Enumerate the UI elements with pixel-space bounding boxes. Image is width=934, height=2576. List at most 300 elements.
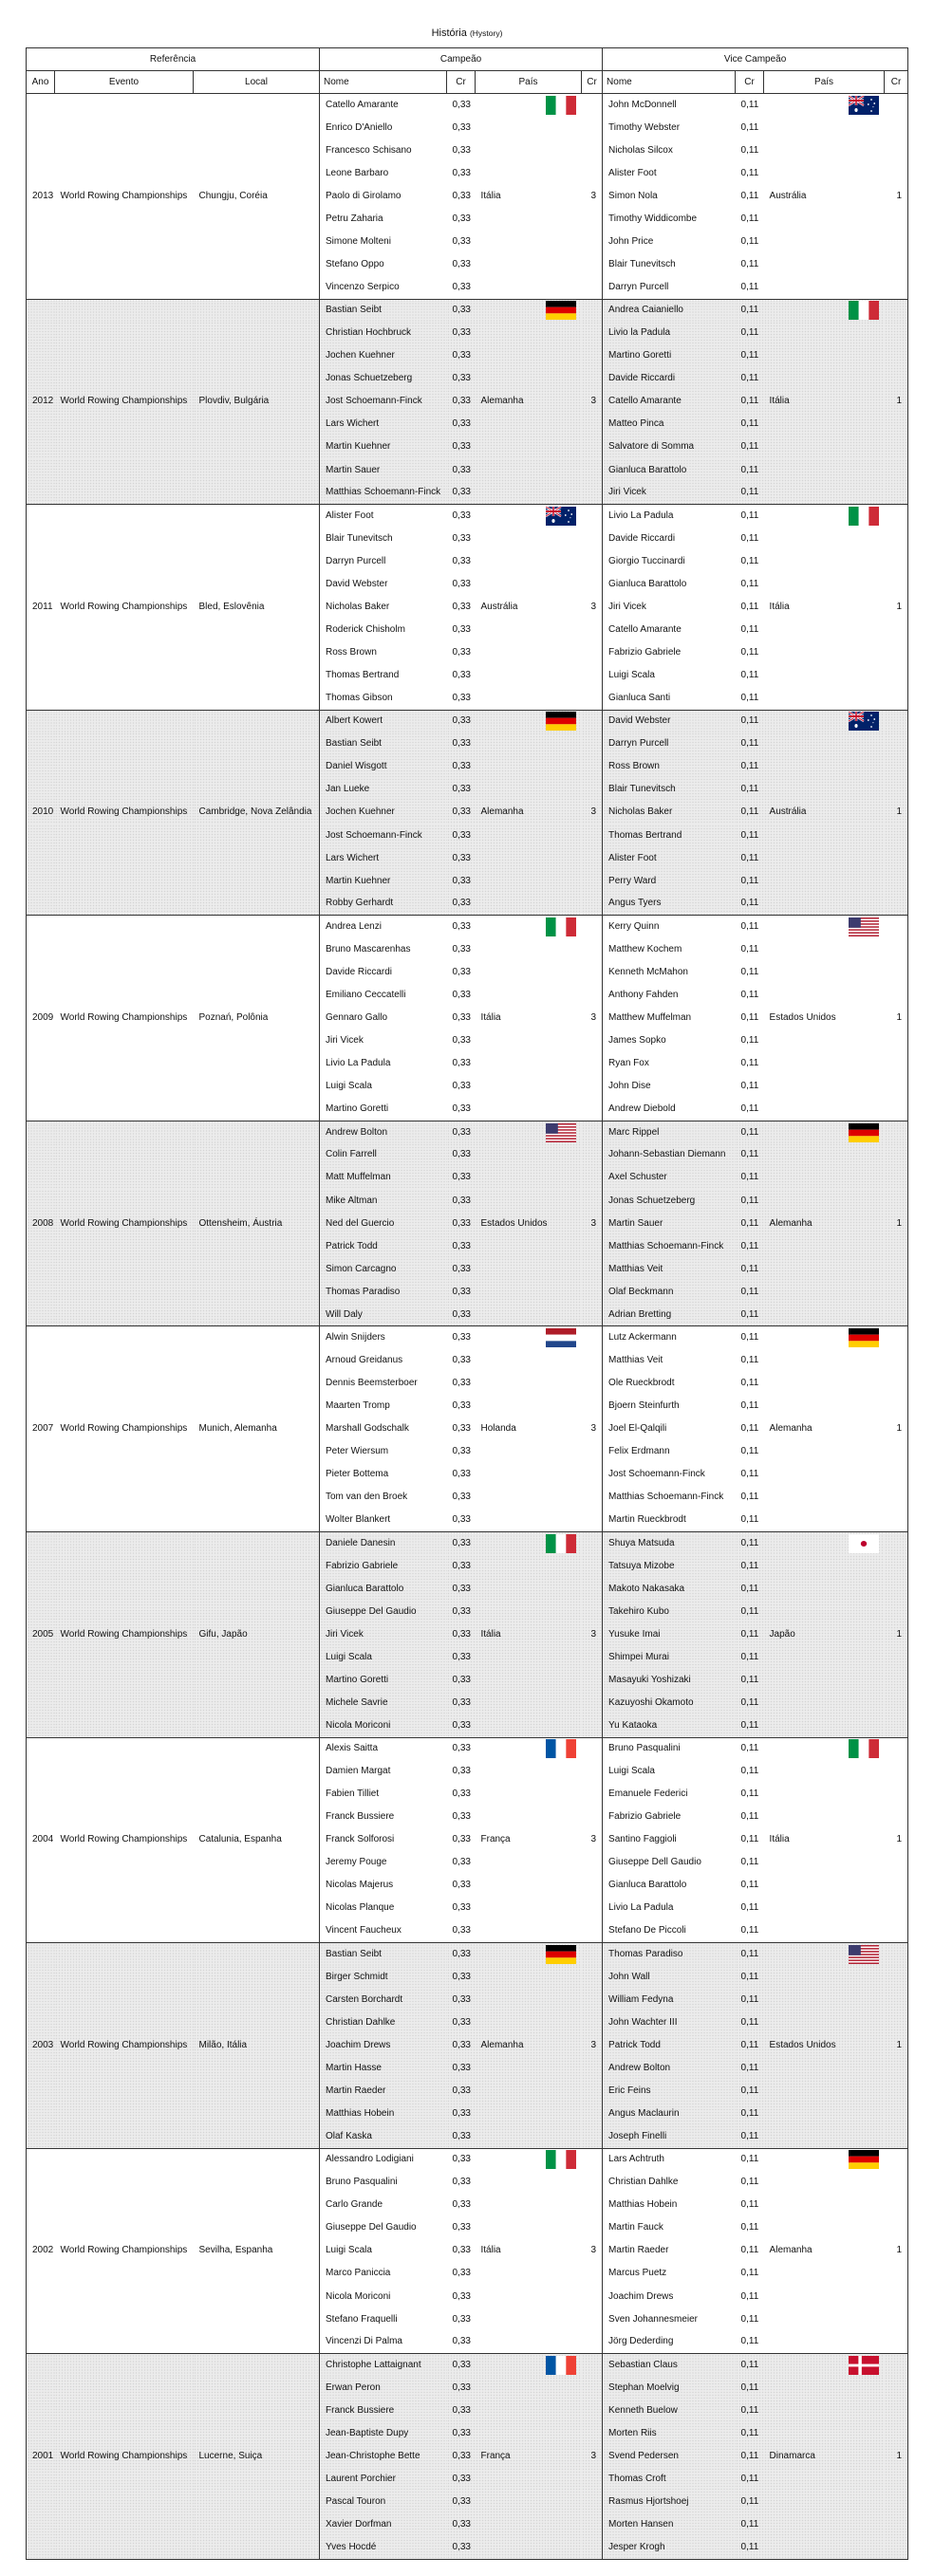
vice-member-name: Ross Brown xyxy=(603,755,736,778)
vice-member-cr: 0,11 xyxy=(736,2354,764,2377)
vice-total-cr xyxy=(885,1029,908,1052)
vice-country xyxy=(764,2057,885,2080)
champ-country xyxy=(476,2286,582,2308)
local-cell xyxy=(194,2491,320,2513)
year-cell xyxy=(27,1555,55,1578)
champ-country xyxy=(476,1166,582,1189)
event-cell xyxy=(55,94,194,117)
vice-member-name: Timothy Webster xyxy=(608,121,681,133)
champ-member-cr: 0,33 xyxy=(452,1788,471,1800)
local-cell xyxy=(194,139,320,162)
local-cell xyxy=(194,1395,320,1418)
table-row xyxy=(27,2148,908,2171)
champ-member-name: Pieter Bottema xyxy=(326,1469,389,1480)
table-row xyxy=(27,961,908,984)
vice-total-cr xyxy=(885,1349,908,1372)
table-row xyxy=(27,1075,908,1098)
vice-country xyxy=(764,1989,885,2011)
table-row xyxy=(27,893,908,916)
page-title xyxy=(0,27,934,40)
vice-member-name: Matthias Hobein xyxy=(608,2199,678,2211)
vice-total-cr xyxy=(885,1235,908,1258)
local-cell xyxy=(194,162,320,185)
year-cell xyxy=(27,893,55,916)
vice-member-name: Svend Pedersen xyxy=(603,2445,736,2468)
local-cell xyxy=(194,253,320,276)
champ-country xyxy=(476,1601,582,1623)
local-cell xyxy=(194,710,320,732)
champ-member-cr: 0,33 xyxy=(452,1492,471,1503)
vice-total-cr: 1 xyxy=(885,1828,908,1851)
local-cell xyxy=(194,1989,320,2011)
vice-total-cr xyxy=(885,1052,908,1075)
champ-member-name: Robby Gerhardt xyxy=(320,893,447,916)
champ-member-cr: 0,33 xyxy=(452,578,471,589)
vice-country xyxy=(764,2513,885,2536)
vice-total-cr xyxy=(885,231,908,253)
vice-total-cr xyxy=(885,984,908,1007)
table-row xyxy=(27,367,908,390)
champ-total-cr xyxy=(582,778,603,801)
event-cell xyxy=(55,1669,194,1692)
header-row-columns xyxy=(27,71,908,94)
champ-member-name: Martin Raeder xyxy=(320,2080,447,2103)
vice-total-cr xyxy=(885,253,908,276)
champ-country xyxy=(476,1098,582,1121)
vice-total-cr xyxy=(885,2080,908,2103)
vice-member-name: Giorgio Tuccinardi xyxy=(608,555,685,566)
champ-member-name: Daniel Wisgott xyxy=(320,755,447,778)
vice-member-cr: 0,11 xyxy=(736,413,764,436)
champ-member-name: Nicola Moriconi xyxy=(320,1714,447,1737)
vice-country xyxy=(764,1714,885,1737)
table-row xyxy=(27,2491,908,2513)
vice-country xyxy=(764,1669,885,1692)
champ-total-cr: 3 xyxy=(582,1213,603,1235)
year-cell xyxy=(27,1714,55,1737)
champ-total-cr xyxy=(582,1692,603,1714)
champ-member-cr: 0,33 xyxy=(452,213,471,224)
vice-total-cr xyxy=(885,2148,908,2171)
event-cell xyxy=(55,1851,194,1874)
champ-country xyxy=(476,2536,582,2559)
champ-member-name: Luigi Scala xyxy=(326,1081,372,1092)
champ-member-name: Martin Kuehner xyxy=(320,436,447,458)
year-cell xyxy=(27,2468,55,2491)
local-cell xyxy=(194,1075,320,1098)
table-row xyxy=(27,1235,908,1258)
year-cell xyxy=(27,1052,55,1075)
year-cell xyxy=(27,1166,55,1189)
table-row xyxy=(27,322,908,344)
vice-member-name: James Sopko xyxy=(608,1035,666,1047)
champ-country xyxy=(476,1806,582,1828)
champ-member-name: Nicholas Baker xyxy=(326,601,390,612)
champ-total-cr xyxy=(582,2308,603,2331)
vice-member-cr: 0,11 xyxy=(736,299,764,322)
vice-country xyxy=(764,550,885,573)
local-cell xyxy=(194,1509,320,1531)
vice-country xyxy=(764,1806,885,1828)
champ-member-cr: 0,33 xyxy=(447,1943,476,1966)
vice-total-cr xyxy=(885,2286,908,2308)
champ-country xyxy=(476,208,582,231)
champ-member-name: Paolo di Girolamo xyxy=(326,190,402,201)
champ-member-cr: 0,33 xyxy=(452,144,471,156)
champ-member-cr: 0,33 xyxy=(452,1012,471,1024)
champ-total-cr xyxy=(582,573,603,596)
year-cell xyxy=(27,2262,55,2285)
local-cell: Plovdiv, Bulgária xyxy=(194,390,320,413)
champ-member-name: Davide Riccardi xyxy=(326,966,393,977)
champ-country xyxy=(476,2262,582,2285)
vice-member-name: Catello Amarante xyxy=(608,623,682,635)
vice-country xyxy=(764,664,885,687)
champ-country xyxy=(476,1281,582,1304)
table-row xyxy=(27,2034,908,2057)
champ-member-name: Laurent Porchier xyxy=(320,2468,447,2491)
vice-total-cr xyxy=(885,1486,908,1509)
vice-member-cr: 0,11 xyxy=(740,1332,759,1344)
year-cell xyxy=(27,664,55,687)
table-row xyxy=(27,870,908,893)
year-cell xyxy=(27,2513,55,2536)
event-cell xyxy=(55,2354,194,2377)
champ-member-cr: 0,33 xyxy=(452,989,471,1000)
table-row xyxy=(27,664,908,687)
year-cell: 2004 xyxy=(27,1828,55,1851)
vice-member-name: Rasmus Hjortshoej xyxy=(603,2491,736,2513)
champ-member-name: Bastian Seibt xyxy=(320,299,447,322)
champ-total-cr xyxy=(582,1783,603,1806)
event-cell xyxy=(55,1783,194,1806)
table-row xyxy=(27,1601,908,1623)
vice-total-cr xyxy=(885,573,908,596)
event-cell xyxy=(55,1440,194,1463)
champ-flag-icon xyxy=(476,2148,582,2171)
table-row xyxy=(27,1281,908,1304)
vice-member-name: Livio La Padula xyxy=(608,1902,674,1914)
vice-member-name: Salvatore di Somma xyxy=(603,436,736,458)
champ-member-name: Birger Schmidt xyxy=(320,1966,447,1989)
vice-country xyxy=(764,893,885,916)
champ-member-cr: 0,33 xyxy=(447,893,476,916)
local-cell: Catalunia, Espanha xyxy=(194,1828,320,1851)
champ-member-cr: 0,33 xyxy=(447,1531,476,1554)
champ-country xyxy=(476,1783,582,1806)
vice-member-cr: 0,11 xyxy=(740,510,759,521)
champ-total-cr xyxy=(582,710,603,732)
vice-country xyxy=(764,1920,885,1943)
champ-member-cr: 0,33 xyxy=(452,555,471,566)
local-cell xyxy=(194,2057,320,2080)
vice-total-cr xyxy=(885,1555,908,1578)
vice-country xyxy=(764,322,885,344)
vice-member-name: Angus Tyers xyxy=(603,893,736,916)
champ-total-cr xyxy=(582,1874,603,1897)
title-text: História xyxy=(431,28,467,39)
table-row xyxy=(27,1007,908,1029)
year-cell xyxy=(27,436,55,458)
vice-member-cr: 0,11 xyxy=(740,2154,759,2165)
local-cell xyxy=(194,1166,320,1189)
champ-total-cr xyxy=(582,1920,603,1943)
table-row xyxy=(27,916,908,938)
year-cell xyxy=(27,1509,55,1531)
table-row xyxy=(27,276,908,299)
champ-total-cr: 3 xyxy=(582,390,603,413)
vice-member-name: Darryn Purcell xyxy=(603,276,736,299)
event-cell xyxy=(55,2286,194,2308)
champ-total-cr xyxy=(582,2491,603,2513)
champ-member-name: Francesco Schisano xyxy=(326,144,412,156)
vice-country xyxy=(764,2011,885,2034)
vice-member-cr: 0,11 xyxy=(736,2377,764,2400)
champ-member-name: Michele Savrie xyxy=(320,1692,447,1714)
local-cell xyxy=(194,916,320,938)
champ-member-name: Bruno Pasqualini xyxy=(326,2177,398,2188)
champ-member-cr: 0,33 xyxy=(452,1035,471,1047)
champ-member-name: Thomas Gibson xyxy=(320,687,447,710)
year-cell: 2010 xyxy=(27,801,55,824)
header-referencia: Referência xyxy=(27,48,320,71)
vice-member-name: Martino Goretti xyxy=(603,344,736,367)
header-vice-nome: Nome xyxy=(603,71,736,94)
champ-country xyxy=(476,1052,582,1075)
event-cell xyxy=(55,2377,194,2400)
champ-country xyxy=(476,550,582,573)
year-cell xyxy=(27,117,55,139)
year-cell xyxy=(27,1897,55,1919)
year-cell xyxy=(27,961,55,984)
champ-total-cr xyxy=(582,528,603,550)
vice-total-cr xyxy=(885,2354,908,2377)
vice-country xyxy=(764,870,885,893)
vice-country xyxy=(764,2468,885,2491)
champ-total-cr xyxy=(582,1760,603,1783)
local-cell xyxy=(194,984,320,1007)
vice-member-cr: 0,11 xyxy=(740,2313,759,2325)
event-cell xyxy=(55,208,194,231)
vice-member-cr: 0,11 xyxy=(740,121,759,133)
champ-total-cr xyxy=(582,916,603,938)
vice-member-name: Marcus Puetz xyxy=(608,2268,667,2279)
champ-country xyxy=(476,2377,582,2400)
header-evento: Evento xyxy=(55,71,194,94)
vice-country: Japão xyxy=(764,1623,885,1646)
champ-member-cr: 0,33 xyxy=(447,2445,476,2468)
champ-total-cr xyxy=(582,2286,603,2308)
vice-country xyxy=(764,1783,885,1806)
vice-country xyxy=(764,1166,885,1189)
local-cell xyxy=(194,2148,320,2171)
vice-country: Austrália xyxy=(764,801,885,824)
vice-total-cr xyxy=(885,1143,908,1166)
vice-total-cr xyxy=(885,1395,908,1418)
vice-total-cr xyxy=(885,1190,908,1213)
champ-country xyxy=(476,1440,582,1463)
local-cell xyxy=(194,208,320,231)
champ-member-cr: 0,33 xyxy=(447,367,476,390)
champ-country: Alemanha xyxy=(476,801,582,824)
champ-member-cr: 0,33 xyxy=(452,1880,471,1891)
year-cell xyxy=(27,641,55,664)
champ-member-cr: 0,33 xyxy=(447,1166,476,1189)
champ-member-name: Ross Brown xyxy=(326,647,377,658)
vice-member-cr: 0,11 xyxy=(736,2011,764,2034)
event-cell xyxy=(55,162,194,185)
vice-country: Alemanha xyxy=(769,2245,813,2256)
event-cell xyxy=(55,619,194,641)
vice-country xyxy=(764,2262,885,2285)
table-row xyxy=(27,1486,908,1509)
champ-member-name: Gennaro Gallo xyxy=(326,1012,388,1024)
event-cell xyxy=(55,436,194,458)
year-cell xyxy=(27,1486,55,1509)
table-row xyxy=(27,299,908,322)
champ-member-cr: 0,33 xyxy=(452,1081,471,1092)
vice-country: Itália xyxy=(764,390,885,413)
champ-flag-icon xyxy=(476,299,582,322)
table-row xyxy=(27,1989,908,2011)
vice-member-name: Davide Riccardi xyxy=(608,532,676,544)
event-cell xyxy=(55,710,194,732)
header-champ-total-cr: Cr xyxy=(582,71,603,94)
local-cell xyxy=(194,1646,320,1669)
table-row xyxy=(27,619,908,641)
champ-member-name: Luigi Scala xyxy=(326,2245,372,2256)
event-cell: World Rowing Championships xyxy=(55,801,194,824)
table-row xyxy=(27,1372,908,1395)
local-cell xyxy=(194,961,320,984)
vice-total-cr xyxy=(885,528,908,550)
vice-member-cr: 0,11 xyxy=(736,1509,764,1531)
vice-member-cr: 0,11 xyxy=(740,1766,759,1777)
vice-member-cr: 0,11 xyxy=(736,687,764,710)
table-row xyxy=(27,710,908,732)
vice-total-cr xyxy=(885,961,908,984)
champ-total-cr: 3 xyxy=(582,2034,603,2057)
champ-total-cr xyxy=(582,1555,603,1578)
champ-member-cr: 0,33 xyxy=(447,687,476,710)
champ-member-name: Fabrizio Gabriele xyxy=(320,1555,447,1578)
champ-member-name: Franck Solforosi xyxy=(326,1834,395,1845)
champ-member-name: Jiri Vicek xyxy=(326,1035,364,1047)
vice-total-cr: 1 xyxy=(885,2239,908,2262)
champ-member-cr: 0,33 xyxy=(452,2268,471,2279)
champ-total-cr xyxy=(582,139,603,162)
champ-member-cr: 0,33 xyxy=(447,2125,476,2148)
champ-member-name: Will Daly xyxy=(320,1304,447,1326)
champ-country xyxy=(476,1372,582,1395)
vice-total-cr: 1 xyxy=(885,185,908,208)
year-cell xyxy=(27,1463,55,1486)
vice-member-cr: 0,11 xyxy=(740,190,759,201)
table-row xyxy=(27,1098,908,1121)
vice-member-name: John Price xyxy=(608,235,654,247)
champ-total-cr xyxy=(582,367,603,390)
vice-country xyxy=(764,2536,885,2559)
vice-country xyxy=(764,1509,885,1531)
table-row xyxy=(27,1258,908,1281)
champ-flag-icon xyxy=(476,2354,582,2377)
year-cell: 2002 xyxy=(27,2239,55,2262)
event-cell xyxy=(55,984,194,1007)
vice-total-cr xyxy=(885,1669,908,1692)
vice-total-cr xyxy=(885,1509,908,1531)
event-cell xyxy=(55,1052,194,1075)
vice-country xyxy=(764,1440,885,1463)
vice-member-cr: 0,11 xyxy=(740,2268,759,2279)
champ-total-cr xyxy=(582,1029,603,1052)
event-cell xyxy=(55,2125,194,2148)
vice-total-cr xyxy=(885,2171,908,2194)
event-cell: World Rowing Championships xyxy=(60,1012,188,1024)
year-cell xyxy=(27,984,55,1007)
year-cell xyxy=(27,94,55,117)
event-cell xyxy=(55,2491,194,2513)
vice-total-cr xyxy=(885,94,908,117)
champ-country xyxy=(476,2103,582,2125)
year-cell xyxy=(27,367,55,390)
vice-member-name: Andrea Caianiello xyxy=(603,299,736,322)
year-cell xyxy=(27,1304,55,1326)
vice-member-cr: 0,11 xyxy=(736,2080,764,2103)
local-cell xyxy=(194,938,320,961)
vice-flag-icon xyxy=(764,1326,885,1349)
champ-member-name: Damien Margat xyxy=(326,1766,391,1777)
vice-country xyxy=(764,1235,885,1258)
event-cell xyxy=(55,253,194,276)
year-cell: 2009 xyxy=(27,1007,55,1029)
vice-member-name: Shimpei Murai xyxy=(603,1646,736,1669)
event-cell: World Rowing Championships xyxy=(60,190,188,201)
vice-member-name: Stephan Moelvig xyxy=(603,2377,736,2400)
champ-country xyxy=(476,1349,582,1372)
champ-total-cr xyxy=(582,1349,603,1372)
vice-total-cr xyxy=(885,2536,908,2559)
vice-total-cr xyxy=(885,322,908,344)
event-cell xyxy=(55,1349,194,1372)
vice-total-cr xyxy=(885,710,908,732)
champ-country xyxy=(476,528,582,550)
vice-member-name: Masayuki Yoshizaki xyxy=(603,1669,736,1692)
vice-member-name: Santino Faggioli xyxy=(608,1834,677,1845)
event-cell xyxy=(55,573,194,596)
vice-flag-icon xyxy=(764,299,885,322)
event-cell xyxy=(55,961,194,984)
champ-member-cr: 0,33 xyxy=(452,2245,471,2256)
champ-total-cr xyxy=(582,870,603,893)
table-row xyxy=(27,117,908,139)
champ-member-name: Lars Wichert xyxy=(320,847,447,870)
vice-member-cr: 0,11 xyxy=(736,778,764,801)
local-cell xyxy=(194,1601,320,1623)
event-cell xyxy=(55,1121,194,1143)
vice-member-cr: 0,11 xyxy=(736,1281,764,1304)
vice-flag-icon xyxy=(764,2354,885,2377)
year-cell xyxy=(27,1851,55,1874)
vice-member-name: Matthias Schoemann-Finck xyxy=(608,1492,724,1503)
champ-country xyxy=(476,1190,582,1213)
champ-member-cr: 0,33 xyxy=(447,1235,476,1258)
champ-total-cr xyxy=(582,2377,603,2400)
vice-country xyxy=(764,276,885,299)
table-row xyxy=(27,1395,908,1418)
champ-total-cr xyxy=(582,1281,603,1304)
champ-member-name: Joachim Drews xyxy=(320,2034,447,2057)
year-cell xyxy=(27,687,55,710)
